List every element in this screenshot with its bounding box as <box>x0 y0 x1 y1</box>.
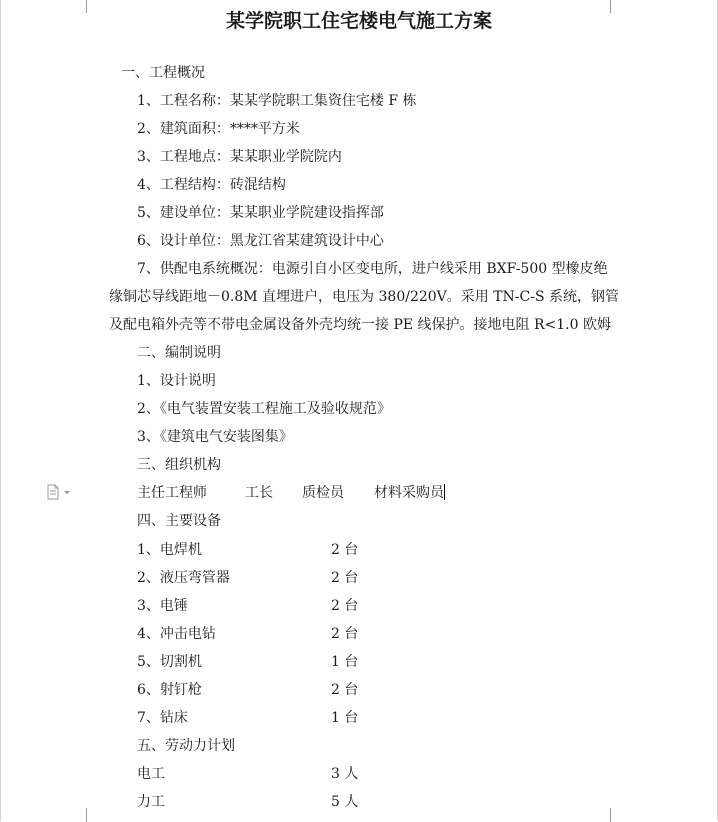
overview-item: 1、工程名称：某某学院职工集资住宅楼 F 栋 <box>137 93 417 109</box>
equipment-name: 5、切割机 <box>137 654 202 670</box>
overview-item: 2、建筑面积：****平方米 <box>137 121 300 137</box>
power-system-line-3: 及配电箱外壳等不带电金属设备外壳均统一接 PE 线保护。接地电阻 R<1.0 欧姆 <box>109 317 611 333</box>
compilation-item: 3、《建筑电气安装图集》 <box>137 429 293 445</box>
org-role-last <box>374 484 445 502</box>
org-role: 主任工程师 <box>137 485 207 501</box>
equipment-qty: 2 台 <box>331 682 359 698</box>
labor-qty: 5 人 <box>331 794 359 810</box>
labor-qty: 3 人 <box>331 766 359 782</box>
equipment-name: 1、电焊机 <box>137 542 202 558</box>
compilation-item: 1、设计说明 <box>137 373 216 389</box>
equipment-name: 7、钻床 <box>137 710 188 726</box>
equipment-qty: 2 台 <box>331 626 359 642</box>
org-role: 材料采购员 <box>374 485 444 501</box>
section-heading-organization: 三、组织机构 <box>137 457 221 473</box>
equipment-name: 3、电锤 <box>137 598 188 614</box>
section-heading-overview: 一、工程概况 <box>121 65 205 81</box>
margin-corner-bottom-left <box>72 808 87 822</box>
org-role: 工长 <box>245 485 273 501</box>
equipment-qty: 2 台 <box>331 598 359 614</box>
equipment-qty: 2 台 <box>331 570 359 586</box>
equipment-qty: 2 台 <box>331 542 359 558</box>
compilation-item: 2、《电气装置安装工程施工及验收规范》 <box>137 401 391 417</box>
section-heading-labor: 五、劳动力计划 <box>137 738 235 754</box>
overview-item: 4、工程结构：砖混结构 <box>137 177 286 193</box>
section-heading-equipment: 四、主要设备 <box>137 513 221 529</box>
power-system-line-1: 7、供配电系统概况：电源引自小区变电所，进户线采用 BXF-500 型橡皮绝 <box>137 261 608 277</box>
power-system-line-2: 缘铜芯导线距地－0.8M 直埋进户，电压为 380/220V。采用 TN-C-S 系统，钢管 <box>109 289 620 305</box>
document-icon[interactable] <box>47 484 75 500</box>
labor-role: 电工 <box>137 766 165 782</box>
equipment-name: 6、射钉枪 <box>137 682 202 698</box>
document-title: 某学院职工住宅楼电气施工方案 <box>225 10 492 32</box>
equipment-name: 2、液压弯管器 <box>137 570 230 586</box>
page-left-edge <box>0 0 1 821</box>
overview-item: 6、设计单位：黑龙江省某建筑设计中心 <box>137 233 384 249</box>
overview-item: 3、工程地点：某某职业学院院内 <box>137 149 342 165</box>
labor-role: 力工 <box>137 794 165 810</box>
equipment-qty: 1 台 <box>331 654 359 670</box>
margin-corner-bottom-right <box>610 808 625 822</box>
overview-item: 5、建设单位：某某职业学院建设指挥部 <box>137 205 384 221</box>
equipment-name: 4、冲击电钻 <box>137 626 216 642</box>
section-heading-compilation: 二、编制说明 <box>137 345 221 361</box>
text-cursor <box>444 484 445 500</box>
equipment-qty: 1 台 <box>331 710 359 726</box>
org-role: 质检员 <box>302 485 344 501</box>
